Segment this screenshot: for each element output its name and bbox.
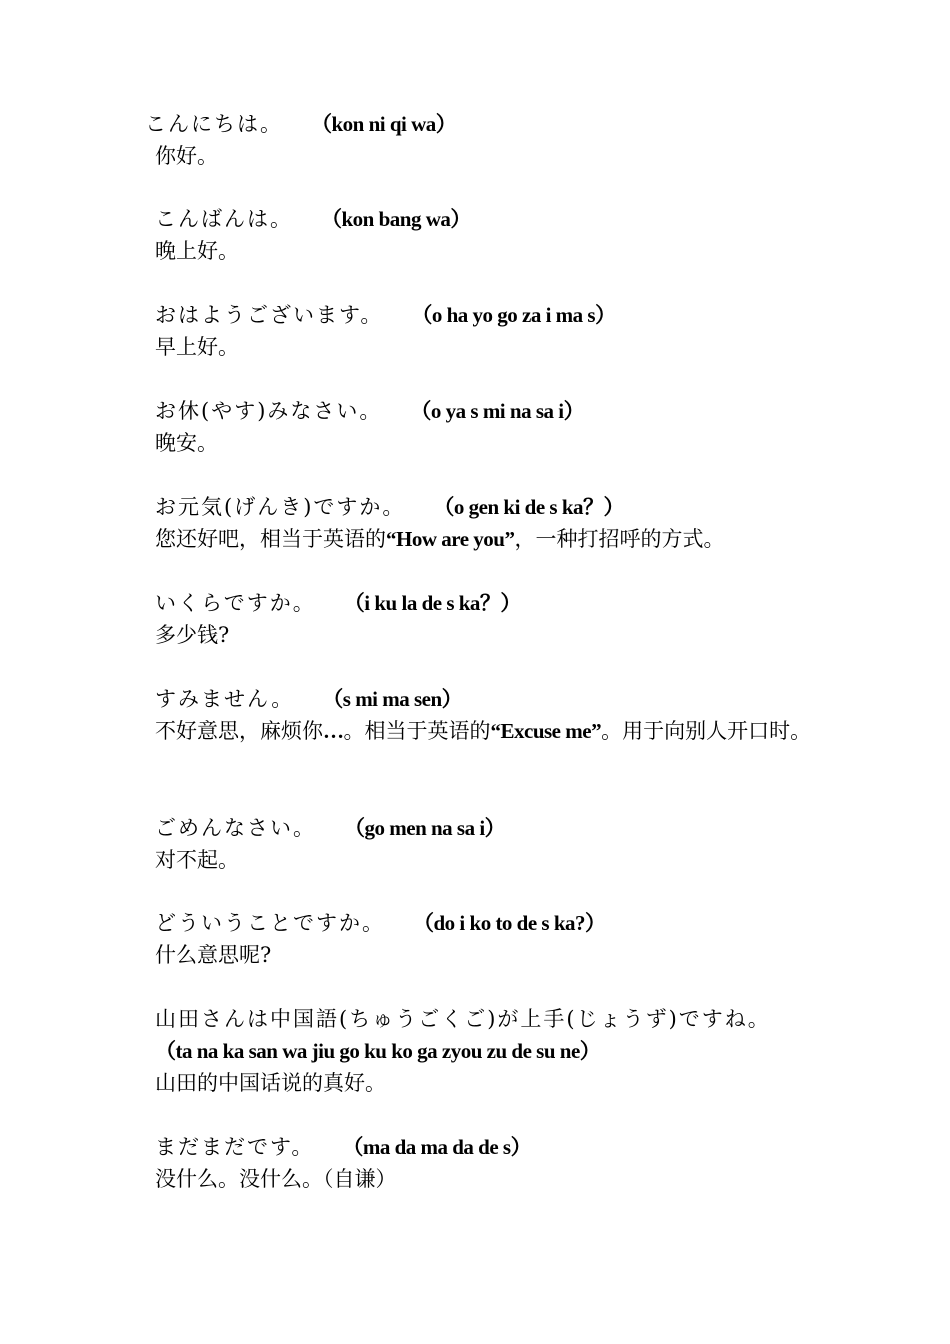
phrase-entry xyxy=(145,395,825,459)
phrase-line xyxy=(145,812,825,844)
romaji-reading: （i ku la de s ka？） xyxy=(343,591,521,615)
chinese-meaning: 对不起。 xyxy=(155,848,239,872)
romaji-reading: （go men na sa i） xyxy=(344,816,506,840)
meaning-text: 。相当于英语的 xyxy=(343,719,491,743)
japanese-phrase: まだまだです。 xyxy=(155,1135,315,1159)
phrase-entry xyxy=(145,491,825,555)
meaning-text: ，一种打招呼的方式。 xyxy=(514,527,725,551)
phrase-line xyxy=(145,1131,825,1163)
phrase-entry xyxy=(145,683,825,747)
english-equivalent: “How are you” xyxy=(386,527,515,551)
chinese-meaning: 什么意思呢? xyxy=(155,943,272,967)
phrase-entry xyxy=(145,299,825,363)
japanese-phrase: おはようございます。 xyxy=(155,303,384,327)
phrase-entry xyxy=(145,203,825,267)
phrase-line xyxy=(145,683,825,715)
chinese-meaning: 晚上好。 xyxy=(155,239,239,263)
japanese-phrase: お休(やす)みなさい。 xyxy=(155,399,383,423)
phrase-entry xyxy=(145,108,825,172)
chinese-meaning: 早上好。 xyxy=(155,335,239,359)
phrase-entry xyxy=(145,907,825,971)
phrase-entry xyxy=(145,587,825,651)
english-equivalent: “Excuse me” xyxy=(490,719,602,743)
phrase-line xyxy=(145,907,825,939)
romaji-reading: （kon ni qi wa） xyxy=(311,112,457,136)
japanese-phrase: すみません。 xyxy=(155,687,295,711)
romaji-reading: （do i ko to de s ka?） xyxy=(413,911,606,935)
phrase-line xyxy=(145,587,825,619)
phrase-line xyxy=(145,395,825,427)
japanese-phrase: こんばんは。 xyxy=(155,207,293,231)
phrase-entry xyxy=(145,1003,825,1099)
romaji-reading: （o gen ki de s ka？） xyxy=(433,495,625,519)
phrase-entry xyxy=(145,812,825,876)
romaji-reading: （s mi ma sen） xyxy=(322,687,463,711)
meaning-text: 不好意思，麻烦你 xyxy=(155,719,323,743)
phrase-line xyxy=(145,491,825,523)
chinese-meaning: 没什么。没什么。（自谦） xyxy=(155,1167,397,1191)
romaji-reading: （o ha yo go za i ma s） xyxy=(411,303,616,327)
meaning-text: 。用于向别人开口时。 xyxy=(601,719,812,743)
ellipsis: … xyxy=(323,719,344,743)
romaji-reading: （o ya s mi na sa i） xyxy=(410,399,585,423)
meaning-text: 您还好吧，相当于英语的 xyxy=(155,527,386,551)
romaji-reading: （ta na ka san wa jiu go ku ko ga zyou zu de su ne） xyxy=(155,1039,601,1063)
chinese-meaning xyxy=(145,715,825,747)
romaji-reading: （kon bang wa） xyxy=(321,207,471,231)
japanese-phrase: 山田さんは中国語(ちゅうごくご)が上手(じょうず)ですね。 xyxy=(155,1007,771,1031)
chinese-meaning: 你好。 xyxy=(155,144,218,168)
phrase-entry xyxy=(145,1131,825,1195)
chinese-meaning: 晚安。 xyxy=(155,431,218,455)
chinese-meaning xyxy=(145,523,825,555)
japanese-phrase: お元気(げんき)ですか。 xyxy=(155,495,406,519)
japanese-phrase: こんにちは。 xyxy=(145,112,283,136)
chinese-meaning: 山田的中国话说的真好。 xyxy=(155,1071,386,1095)
phrase-line xyxy=(145,203,825,235)
phrase-line xyxy=(145,299,825,331)
chinese-meaning: 多少钱? xyxy=(155,623,230,647)
phrase-line xyxy=(145,108,825,140)
japanese-phrase: ごめんなさい。 xyxy=(155,816,316,840)
romaji-reading: （ma da ma da de s） xyxy=(342,1135,532,1159)
japanese-phrase: どういうことですか。 xyxy=(155,911,385,935)
japanese-phrase: いくらですか。 xyxy=(155,591,316,615)
